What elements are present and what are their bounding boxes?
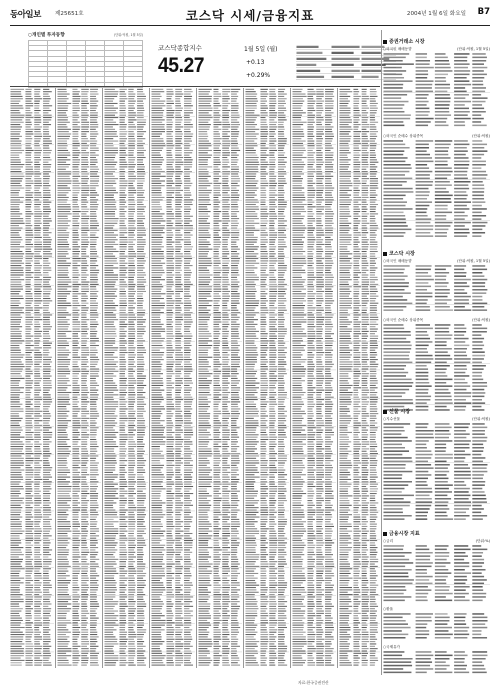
newspaper-logo: 동아일보 bbox=[10, 10, 41, 20]
subsection-header: ○외국인 매매동향 (단위:억원, 1월 5일) bbox=[383, 47, 490, 51]
subsection-header: ○외국인 순매수 상위종목 (단위:억원) bbox=[383, 134, 490, 138]
panel-divider bbox=[381, 30, 382, 675]
page-title: 코스닥 시세/금융지표 bbox=[185, 8, 315, 23]
stock-column bbox=[151, 88, 195, 668]
subsection-header: ○외국인 순매수 상위종목 (단위:억원) bbox=[383, 318, 490, 322]
header-rule bbox=[10, 86, 380, 87]
subsection-header: ○금리 (단위:%) bbox=[383, 539, 490, 543]
section-header bbox=[383, 38, 425, 45]
issue-number: 제25651호 bbox=[55, 11, 84, 17]
column-divider bbox=[196, 88, 197, 668]
investor-trend-grid bbox=[28, 40, 143, 88]
index-change: +0.13 bbox=[246, 59, 265, 66]
interest-rate-table bbox=[383, 544, 490, 602]
column-divider bbox=[243, 88, 244, 668]
investor-trend-note: (단위:억원, 1월 5일) bbox=[113, 33, 143, 37]
stock-column bbox=[339, 88, 380, 668]
index-date: 1월 5일 (월) bbox=[244, 46, 278, 53]
stock-column bbox=[10, 88, 54, 668]
subsection-header: ○지수선물 (단위:억원) bbox=[383, 417, 490, 421]
section-header bbox=[383, 530, 420, 537]
section-title: 증권거래소 시장 bbox=[389, 39, 425, 45]
index-header bbox=[28, 32, 396, 84]
investor-trend-title: ○개인별 투자동향 bbox=[28, 33, 65, 38]
stock-column bbox=[198, 88, 242, 668]
subsection-header: ○국제유가 bbox=[383, 645, 401, 649]
data-source-note: 자료:한국증권전산 bbox=[298, 680, 329, 685]
stock-column bbox=[245, 88, 289, 668]
section-header bbox=[383, 408, 410, 415]
stock-column bbox=[57, 88, 101, 668]
section-title: 선물 시장 bbox=[389, 409, 411, 415]
column-divider bbox=[102, 88, 103, 668]
column-divider bbox=[149, 88, 150, 668]
stock-column bbox=[292, 88, 336, 668]
index-change-pct: +0.29% bbox=[246, 72, 271, 79]
section-title: 코스닥 시장 bbox=[389, 251, 415, 257]
market-indicator-panel bbox=[383, 30, 490, 675]
section-header bbox=[383, 250, 415, 257]
column-divider bbox=[55, 88, 56, 668]
subsection-header: ○외국인 매매동향 (단위:억원, 1월 5일) bbox=[383, 259, 490, 263]
stock-listing bbox=[10, 88, 380, 668]
stock-column bbox=[104, 88, 148, 668]
index-name: 코스닥종합지수 bbox=[158, 44, 202, 52]
section-title: 금융시장 지표 bbox=[389, 531, 420, 537]
investor-trend-table bbox=[28, 32, 143, 82]
kosdaq-foreign-table bbox=[383, 264, 490, 314]
masthead bbox=[10, 6, 490, 24]
masthead-rule bbox=[10, 25, 490, 26]
subsection-header: ○환율 bbox=[383, 607, 394, 611]
publication-date: 2004년 1월 6일 화요일 bbox=[406, 11, 466, 17]
top-net-buy-table bbox=[383, 139, 490, 239]
column-divider bbox=[290, 88, 291, 668]
oil-price-table bbox=[383, 650, 490, 674]
futures-table bbox=[383, 422, 490, 522]
kosdaq-top-buy-table bbox=[383, 323, 490, 413]
column-divider bbox=[337, 88, 338, 668]
exchange-rate-table bbox=[383, 612, 490, 640]
page-number: B7 bbox=[477, 7, 490, 17]
index-value: 45.27 bbox=[158, 54, 205, 77]
foreign-trade-table bbox=[383, 52, 490, 130]
